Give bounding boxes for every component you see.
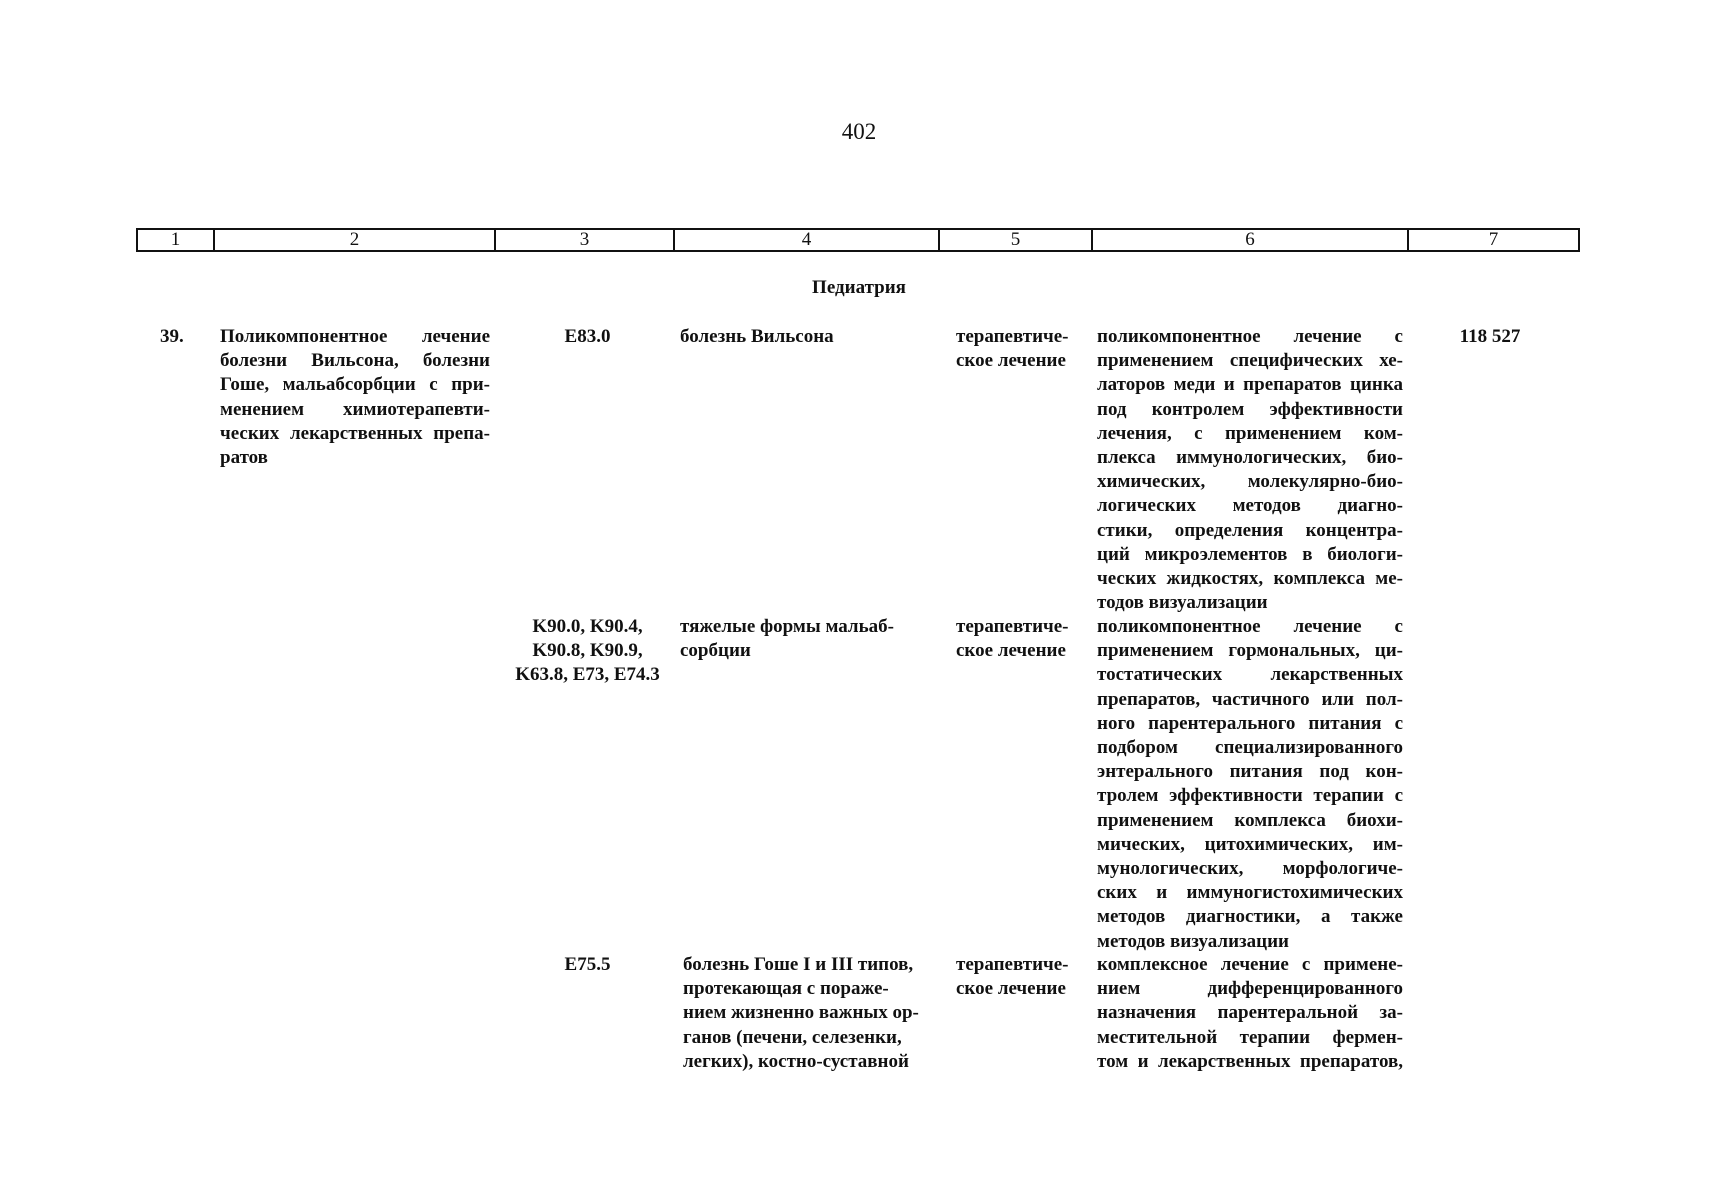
- column-header-7: 7: [1408, 229, 1579, 251]
- method-line: латоров меди и препаратов цинка: [1097, 374, 1403, 396]
- service-name-line: Поликомпонентное лечение: [220, 326, 490, 347]
- method-line: методов визуализации: [1097, 930, 1290, 952]
- method-line: химических, молекулярно-био-: [1097, 471, 1403, 493]
- diagnosis-line: нием жизненно важных ор-: [683, 1002, 919, 1024]
- diagnosis: [680, 325, 940, 349]
- diagnosis-line: сорбции: [680, 640, 751, 662]
- method-line: плекса иммунологических, био-: [1097, 447, 1403, 469]
- method-line: ного парентерального питания с: [1097, 712, 1403, 734]
- column-header-2: 2: [214, 229, 495, 251]
- treatment-type: [956, 325, 1081, 373]
- method-line: поликомпонентное лечение с: [1097, 616, 1403, 637]
- code-line: K90.8, K90.9,: [532, 640, 643, 662]
- treatment-method: [1097, 615, 1403, 954]
- section-title: Педиатрия: [812, 277, 906, 298]
- diagnosis: [680, 615, 940, 663]
- method-line: тролем эффективности терапии с: [1097, 785, 1403, 807]
- method-line: подбором специализированного: [1097, 737, 1403, 759]
- method-line: том и лекарственных препаратов,: [1097, 1050, 1403, 1072]
- method-line: ций микроэлементов в биологи-: [1097, 543, 1403, 565]
- method-line: поликомпонентное лечение с: [1097, 326, 1403, 347]
- method-line: лечения, с применением ком-: [1097, 422, 1403, 444]
- method-line: ческих жидкостях, комплекса ме-: [1097, 568, 1403, 590]
- code-line: E83.0: [564, 326, 611, 347]
- diagnosis: [683, 953, 943, 1074]
- page-number: 402: [841, 119, 877, 144]
- column-header-6: 6: [1092, 229, 1408, 251]
- code-line: E75.5: [564, 954, 611, 975]
- service-name-line: ратов: [220, 447, 268, 469]
- treatment-type-line: терапевтиче-: [956, 616, 1069, 637]
- price: 118 527: [1459, 326, 1521, 347]
- method-line: применением комплекса биохи-: [1097, 809, 1403, 831]
- treatment-type-line: ское лечение: [956, 978, 1066, 1000]
- diagnosis-line: легких), костно-суставной: [683, 1050, 909, 1072]
- treatment-type: [956, 953, 1081, 1001]
- method-line: энтерального питания под кон-: [1097, 761, 1403, 783]
- method-line: мических, цитохимических, им-: [1097, 833, 1403, 855]
- method-line: логических методов диагно-: [1097, 495, 1403, 517]
- treatment-method: [1097, 325, 1403, 615]
- method-line: мунологических, морфологиче-: [1097, 858, 1403, 880]
- diagnosis-codes: [500, 325, 675, 349]
- column-header-3: 3: [495, 229, 674, 251]
- column-number-header: [136, 228, 1580, 252]
- diagnosis-line: протекающая с пораже-: [683, 978, 889, 1000]
- treatment-type-line: терапевтиче-: [956, 326, 1069, 347]
- treatment-type-line: ское лечение: [956, 350, 1066, 372]
- method-line: стики, определения концентра-: [1097, 519, 1403, 541]
- treatment-method: [1097, 953, 1403, 1074]
- treatment-type: [956, 615, 1081, 663]
- column-header-1: 1: [137, 229, 214, 251]
- method-line: местительной терапии фермен-: [1097, 1026, 1403, 1048]
- diagnosis-codes: [500, 615, 675, 688]
- method-line: нием дифференцированного: [1097, 978, 1403, 1000]
- diagnosis-codes: [500, 953, 675, 977]
- method-line: препаратов, частичного или пол-: [1097, 688, 1403, 710]
- code-line: K90.0, K90.4,: [532, 616, 643, 637]
- method-line: ских и иммуногистохимических: [1097, 882, 1403, 904]
- diagnosis-line: болезнь Вильсона: [680, 326, 834, 347]
- service-name-line: менением химиотерапевти-: [220, 398, 490, 420]
- service-name-line: ческих лекарственных препа-: [220, 422, 490, 444]
- method-line: комплексное лечение с примене-: [1097, 954, 1403, 975]
- method-line: под контролем эффективности: [1097, 398, 1403, 420]
- diagnosis-line: тяжелые формы мальаб-: [680, 616, 894, 637]
- method-line: тодов визуализации: [1097, 592, 1268, 614]
- column-header-5: 5: [939, 229, 1092, 251]
- service-name-line: Гоше, мальабсорбции с при-: [220, 374, 490, 396]
- service-name: [220, 325, 490, 470]
- treatment-type-line: терапевтиче-: [956, 954, 1069, 975]
- row-number: 39.: [160, 326, 184, 347]
- service-name-line: болезни Вильсона, болезни: [220, 350, 490, 372]
- method-line: применением гормональных, ци-: [1097, 640, 1403, 662]
- column-header-4: 4: [674, 229, 939, 251]
- code-line: K63.8, E73, E74.3: [515, 664, 660, 686]
- method-line: методов диагностики, а также: [1097, 906, 1403, 928]
- diagnosis-line: ганов (печени, селезенки,: [683, 1026, 902, 1048]
- treatment-type-line: ское лечение: [956, 640, 1066, 662]
- method-line: применением специфических хе-: [1097, 350, 1403, 372]
- method-line: тостатических лекарственных: [1097, 664, 1403, 686]
- method-line: назначения парентеральной за-: [1097, 1002, 1403, 1024]
- diagnosis-line: болезнь Гоше I и III типов,: [683, 954, 914, 975]
